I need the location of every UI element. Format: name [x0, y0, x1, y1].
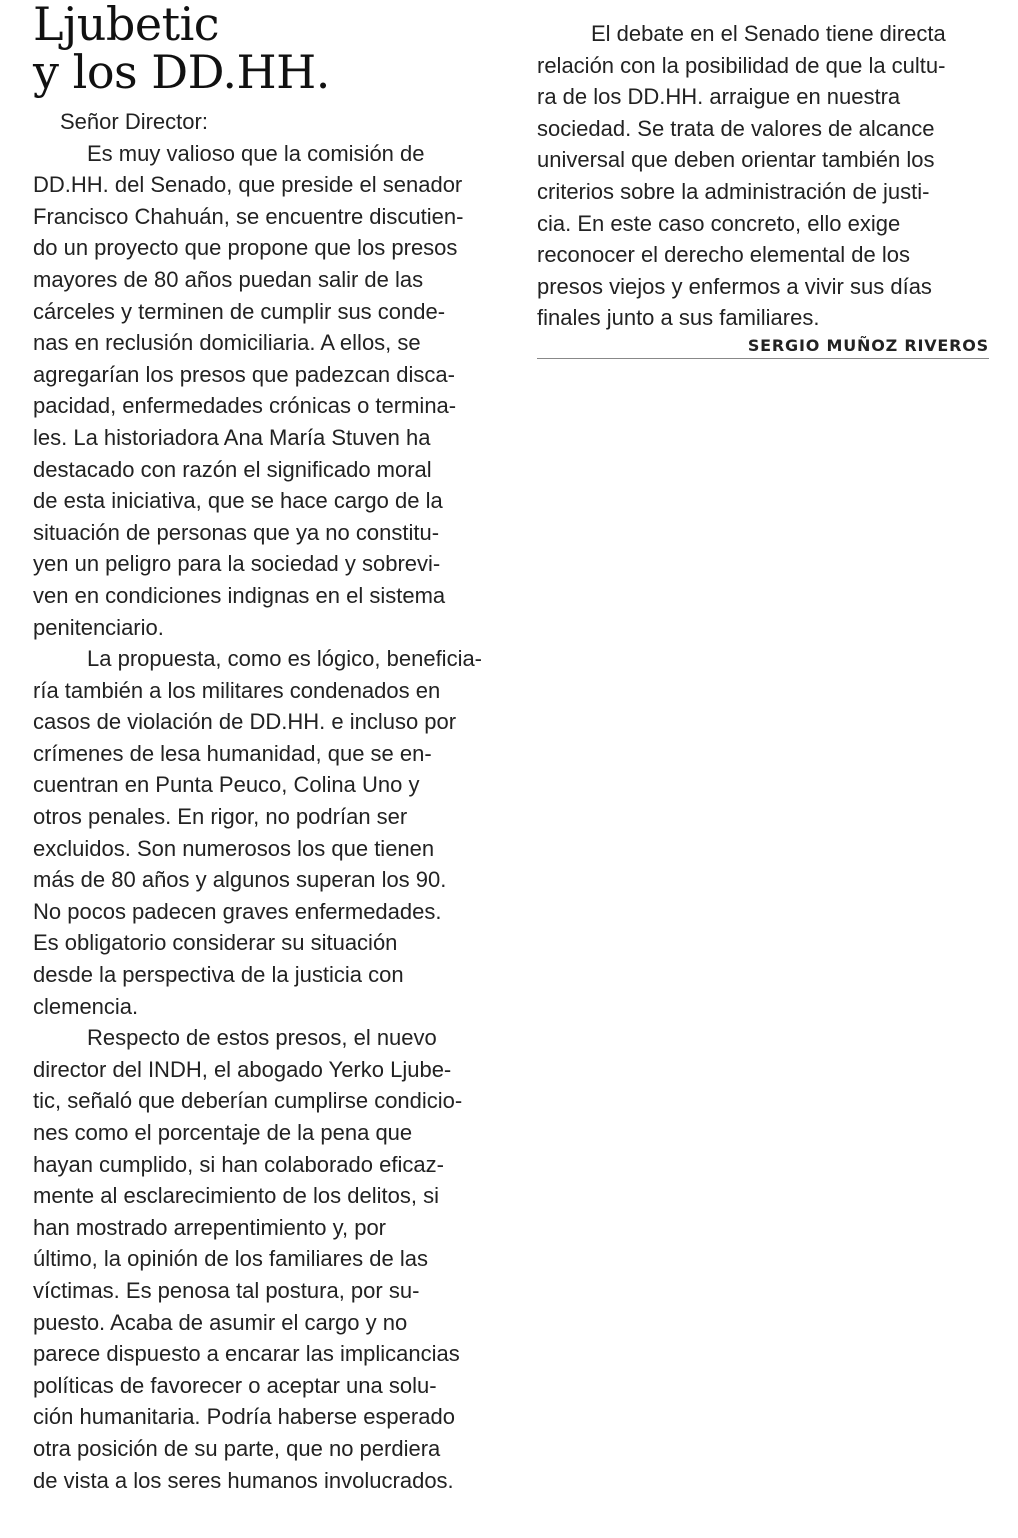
text-line: sociedad. Se trata de valores de alcance [537, 115, 935, 141]
text-line: puesto. Acaba de asumir el cargo y no [33, 1309, 408, 1335]
text-line: cuentran en Punta Peuco, Colina Uno y [33, 772, 420, 798]
text-line: finales junto a sus familiares. [537, 305, 820, 331]
text-line: desde la perspectiva de la justicia con [33, 962, 404, 988]
left-column [33, 0, 483, 1496]
text-line: cárceles y terminen de cumplir sus conde- [33, 298, 446, 324]
text-line: tic, señaló que deberían cumplirse condicio- [33, 1088, 463, 1114]
text-line: otros penales. En rigor, no podrían ser [33, 804, 408, 830]
right-column [537, 18, 989, 359]
text-line: mayores de 80 años puedan salir de las [33, 266, 424, 292]
paragraph-2 [33, 643, 483, 1022]
text-line: reconocer el derecho elemental de los [537, 242, 911, 268]
text-line: mente al esclarecimiento de los delitos, si [33, 1183, 439, 1209]
text-line: políticas de favorecer o aceptar una solu- [33, 1372, 437, 1398]
text-line: destacado con razón el significado moral [33, 456, 432, 482]
text-line: criterios sobre la administración de justi- [537, 178, 930, 204]
text-line: penitenciario. [33, 614, 164, 640]
text-line: crímenes de lesa humanidad, que se en- [33, 740, 432, 766]
text-line: do un proyecto que propone que los presos [33, 235, 458, 261]
text-line: universal que deben orientar también los [537, 147, 935, 173]
text-line: víctimas. Es penosa tal postura, por su- [33, 1277, 420, 1303]
text-line: hayan cumplido, si han colaborado eficaz- [33, 1151, 444, 1177]
text-line: excluidos. Son numerosos los que tienen [33, 835, 435, 861]
text-line: Es obligatorio considerar su situación [33, 930, 398, 956]
text-line: ven en condiciones indignas en el sistema [33, 582, 446, 608]
text-line: Es muy valioso que la comisión de [87, 140, 425, 166]
text-line: Francisco Chahuán, se encuentre discutien- [33, 203, 464, 229]
text-line: yen un peligro para la sociedad y sobrevi- [33, 551, 441, 577]
title-line: Ljubetic [33, 0, 220, 51]
text-line: ra de los DD.HH. arraigue en nuestra [537, 84, 901, 110]
paragraph-3 [33, 1022, 483, 1496]
text-line: relación con la posibilidad de que la cultu- [537, 52, 946, 78]
text-line: último, la opinión de los familiares de las [33, 1246, 428, 1272]
text-line: pacidad, enfermedades crónicas o termina- [33, 393, 457, 419]
text-line: de esta iniciativa, que se hace cargo de la [33, 488, 443, 514]
text-line: No pocos padecen graves enfermedades. [33, 898, 442, 924]
salutation: Señor Director: [60, 109, 208, 134]
text-line: nas en reclusión domiciliaria. A ellos, se [33, 330, 421, 356]
text-line: agregarían los presos que padezcan disca- [33, 361, 455, 387]
signature: SERGIO MUÑOZ RIVEROS [537, 336, 989, 359]
text-line: les. La historiadora Ana María Stuven ha [33, 424, 431, 450]
text-line: El debate en el Senado tiene directa [591, 21, 946, 46]
text-line: director del INDH, el abogado Yerko Ljube- [33, 1056, 452, 1082]
text-line: Respecto de estos presos, el nuevo [87, 1025, 437, 1051]
text-line: han mostrado arrepentimiento y, por [33, 1214, 386, 1240]
text-line: cia. En este caso concreto, ello exige [537, 210, 901, 236]
paragraph-4 [537, 18, 989, 334]
text-line: DD.HH. del Senado, que preside el senador [33, 172, 463, 198]
text-line: de vista a los seres humanos involucrados. [33, 1467, 454, 1493]
text-line: casos de violación de DD.HH. e incluso por [33, 709, 457, 735]
text-line: situación de personas que ya no constitu- [33, 519, 440, 545]
text-line: otra posición de su parte, que no perdiera [33, 1435, 441, 1461]
text-line: ción humanitaria. Podría haberse esperado [33, 1404, 455, 1430]
text-line: más de 80 años y algunos superan los 90. [33, 867, 447, 893]
letter-title [33, 0, 483, 99]
text-line: ría también a los militares condenados en [33, 677, 441, 703]
text-line: presos viejos y enfermos a vivir sus días [537, 273, 932, 299]
text-line: parece dispuesto a encarar las implicancias [33, 1341, 460, 1367]
paragraph-1 [33, 138, 483, 644]
text-line: nes como el porcentaje de la pena que [33, 1120, 413, 1145]
title-line: y los DD.HH. [33, 45, 330, 99]
text-line: clemencia. [33, 993, 139, 1019]
text-line: La propuesta, como es lógico, beneficia- [87, 646, 483, 672]
